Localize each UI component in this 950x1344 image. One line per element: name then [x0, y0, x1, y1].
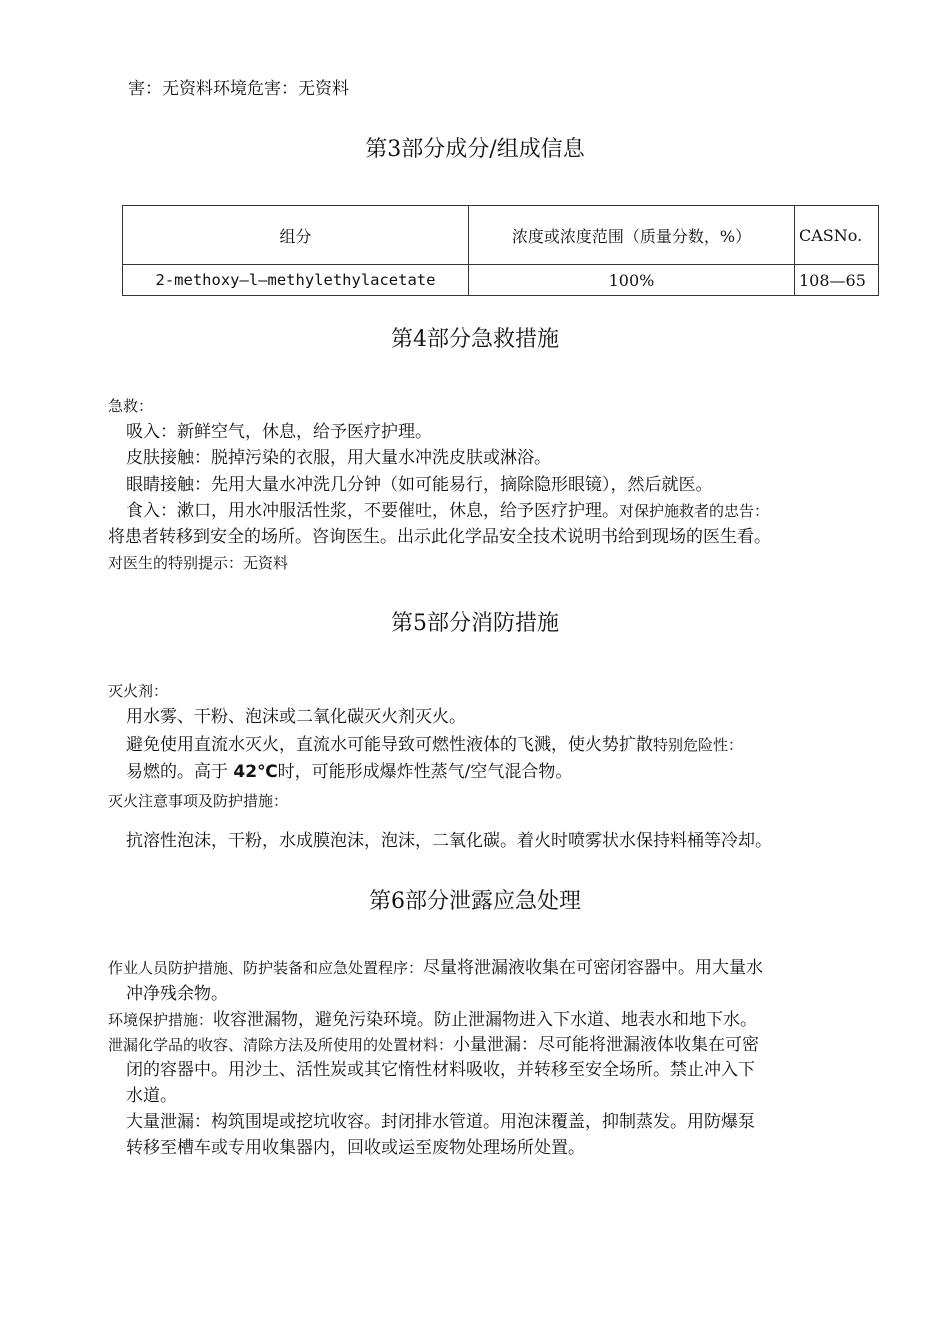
personnel-text: 尽量将泄漏液收集在可密闭容器中。用大量水	[423, 958, 764, 978]
table-header-row	[123, 206, 879, 265]
cell-concentration: 100%	[469, 265, 795, 296]
environment-text: 收容泄漏物，避免污染环境。防止泄漏物进入下水道、地表水和地下水。	[213, 1010, 758, 1030]
cleanup-large-cont: 转移至槽车或专用收集器内，回收或运至废物处理场所处置。	[126, 1138, 585, 1158]
flammable-line	[126, 764, 572, 781]
environment-line	[108, 1012, 757, 1029]
precautions-label: 灭火注意事项及防护措施：	[108, 792, 289, 810]
cleanup-small: 小量泄漏：尽可能将泄漏液体收集在可密	[453, 1035, 760, 1055]
extinguisher-agents: 用水雾、干粉、泡沫或二氧化碳灭火剂灭火。	[126, 707, 466, 727]
environment-label: 环境保护措施：	[108, 1011, 214, 1029]
cell-cas: 108—65	[795, 265, 879, 296]
firstaid-inhale: 吸入：新鲜空气，休息，给予医疗护理。	[126, 422, 432, 442]
rescuer-advice: 将患者转移到安全的场所。咨询医生。出示此化学品安全技术说明书给到现场的医生看。	[108, 527, 771, 547]
flammable-text-rest: 时，可能形成爆炸性蒸气/空气混合物。	[277, 762, 573, 782]
precautions-text: 抗溶性泡沫，干粉，水成膜泡沫，泡沫，二氧化碳。着火时喷雾状水保持料桶等冷却。	[126, 831, 772, 851]
cleanup-label: 泄漏化学品的收容、清除方法及所使用的处置材料：	[108, 1036, 454, 1054]
avoid-line	[126, 737, 743, 754]
section5-title: 第5部分消防措施	[391, 611, 559, 636]
cleanup-small-cont: 闭的容器中。用沙土、活性炭或其它惰性材料吸收，并转移至安全场所。禁止冲入下	[126, 1060, 755, 1080]
special-hazard-label: 特别危险性：	[653, 736, 744, 754]
flammable-text: 易燃的。高于	[126, 762, 228, 782]
header-concentration: 浓度或浓度范围（质量分数，%）	[469, 206, 795, 265]
firstaid-ingest-line	[126, 503, 769, 520]
section6-title: 第6部分泄露应急处理	[369, 889, 581, 914]
table-row	[123, 265, 879, 296]
section4-title: 第4部分急救措施	[391, 327, 559, 352]
cleanup-large: 大量泄漏：构筑围堤或挖坑收容。封闭排水管道。用泡沫覆盖，抑制蒸发。用防爆泵	[126, 1112, 755, 1132]
avoid-water: 避免使用直流水灭火，直流水可能导致可燃性液体的飞溅，使火势扩散	[126, 735, 653, 755]
composition-table	[122, 205, 879, 296]
firstaid-ingest: 食入：漱口，用水冲服活性浆，不要催吐，休息，给予医疗护理。	[126, 501, 619, 521]
personnel-label: 作业人员防护措施、防护装备和应急处置程序：	[108, 959, 424, 977]
flammable-temp: 42℃	[233, 762, 278, 782]
cleanup-small-end: 水道。	[126, 1086, 177, 1106]
top-line: 害：无资料环境危害：无资料	[128, 79, 349, 99]
personnel-text-cont: 冲净残余物。	[126, 984, 228, 1004]
header-component: 组分	[123, 206, 469, 265]
rescuer-advice-label: 对保护施救者的忠告：	[619, 502, 770, 520]
firstaid-label: 急救：	[108, 397, 154, 415]
personnel-line	[108, 960, 763, 977]
cell-component: 2-methoxy—l—methylethylacetate	[123, 265, 469, 296]
doctor-note: 对医生的特别提示：无资料	[108, 554, 289, 572]
firstaid-eye: 眼睛接触：先用大量水冲洗几分钟（如可能易行，摘除隐形眼镜），然后就医。	[126, 475, 713, 495]
cleanup-line	[108, 1037, 759, 1054]
header-cas: CASNo.	[795, 206, 879, 265]
firstaid-skin: 皮肤接触：脱掉污染的衣服，用大量水冲洗皮肤或淋浴。	[126, 448, 551, 468]
extinguisher-label: 灭火剂：	[108, 682, 169, 700]
section3-title: 第3部分成分/组成信息	[365, 137, 585, 162]
